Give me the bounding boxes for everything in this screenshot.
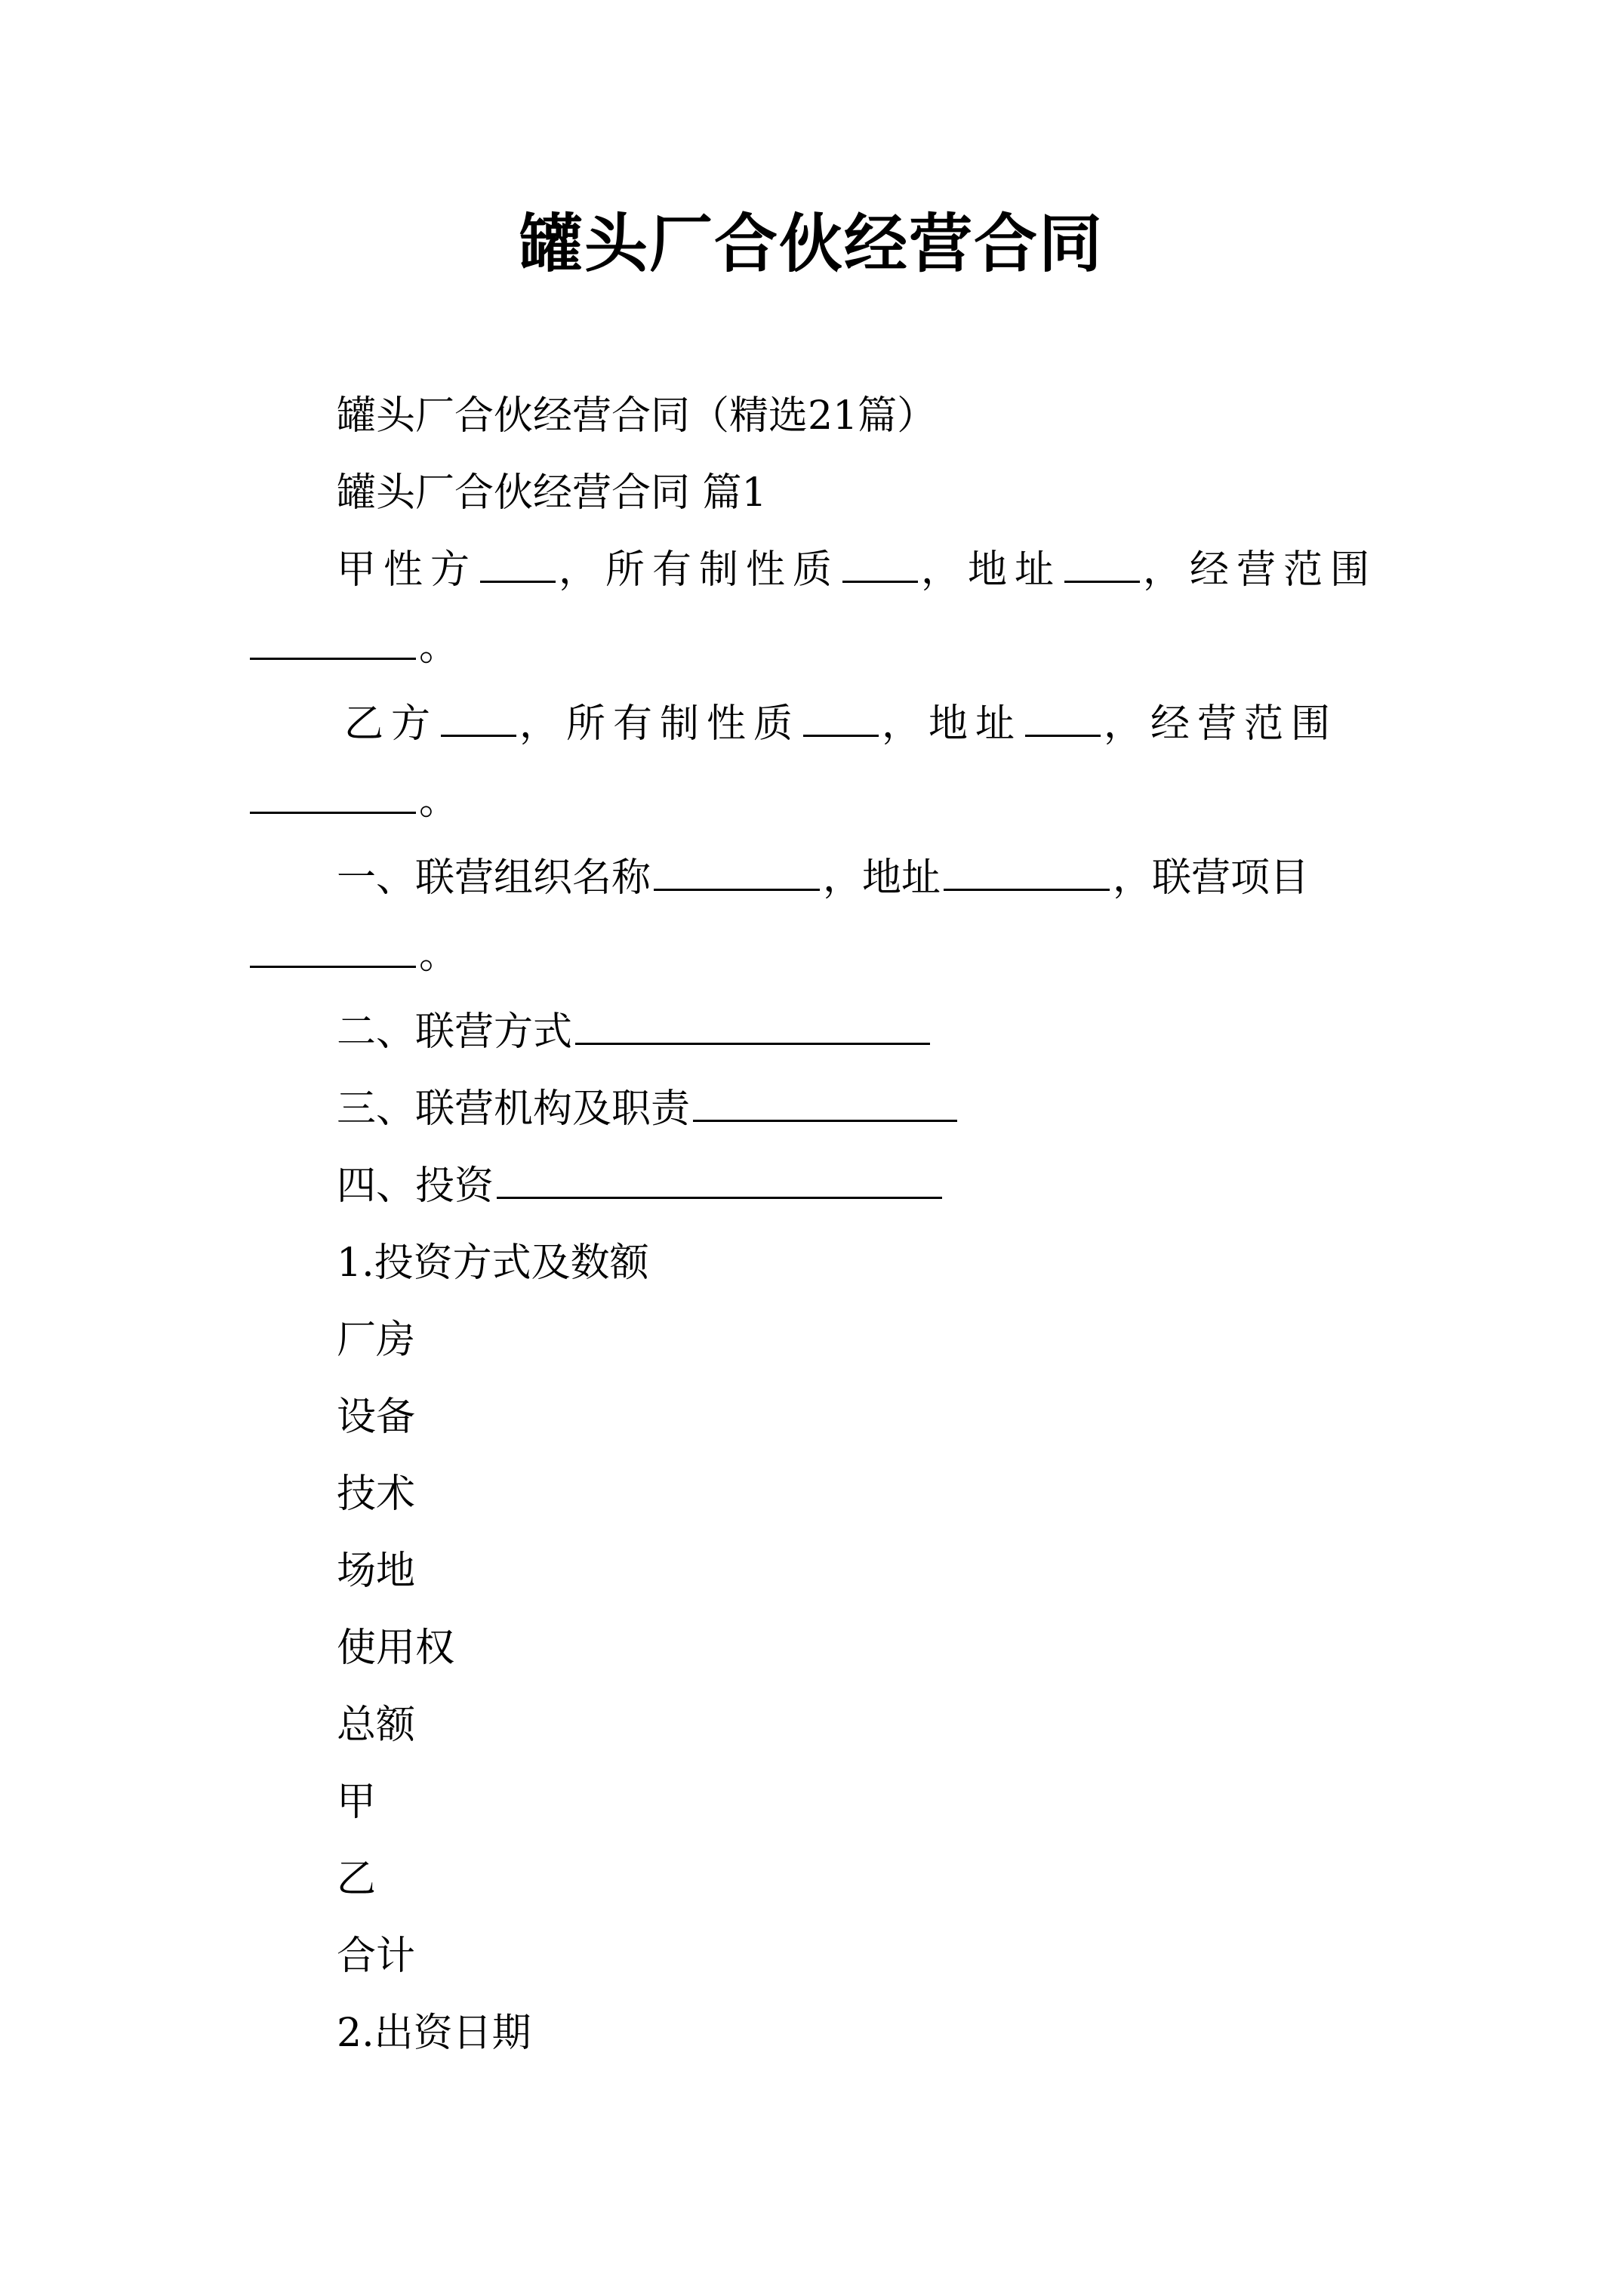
list-item: 使用权 [337,1626,455,1671]
clause-1-line [337,851,1309,905]
clause-1-name-blank [654,858,820,891]
party-b-scope-blank [250,781,416,814]
clause-4-line [337,1159,945,1213]
list-item: 乙 [337,1857,377,1902]
list-item: 厂房 [337,1318,416,1363]
list-item: 合计 [337,1934,416,1979]
item-2: 2.出资日期 [337,2011,531,2056]
clause-1-address-label: ，地址 [823,855,941,901]
party-a-name-blank [480,550,556,583]
party-a-label: 甲性方 [337,547,478,593]
party-a-scope-line [247,620,458,674]
list-item: 甲 [337,1780,377,1825]
party-a-scope-label: ，经营范围 [1143,547,1378,593]
list-item: 总额 [337,1703,416,1748]
party-b-scope-label: ，经营范围 [1104,701,1338,747]
party-b-nature-label: ，所有制性质 [519,701,801,747]
clause-4-blank [497,1166,942,1199]
clause-3-line [337,1082,960,1136]
party-b-nature-blank [803,704,879,737]
party-a-address-blank [1064,550,1140,583]
document-title: 罐头厂合伙经营合同 [519,206,1104,281]
party-a-line [337,543,1377,597]
section-heading: 罐头厂合伙经营合同 篇1 [337,470,767,516]
clause-1-label: 一、联营组织名称 [337,855,651,901]
clause-2-label: 二、联营方式 [337,1009,573,1055]
party-a-end: 。 [419,624,459,670]
party-b-line [344,697,1338,751]
clause-1-end: 。 [419,932,459,978]
party-b-address-label: ，地址 [882,701,1023,747]
document-subtitle: 罐头厂合伙经营合同（精选21篇） [337,393,937,439]
list-item: 技术 [337,1472,416,1517]
list-item: 场地 [337,1549,416,1594]
list-item: 设备 [337,1395,416,1440]
clause-2-blank [575,1012,930,1045]
party-a-nature-label: ，所有制性质 [559,547,840,593]
party-a-scope-blank [250,627,416,660]
item-1: 1.投资方式及数额 [337,1240,649,1286]
party-b-label: 乙方 [344,701,439,747]
clause-3-blank [693,1089,957,1122]
party-a-address-label: ，地址 [921,547,1062,593]
clause-1-project-line [247,928,458,982]
party-b-name-blank [441,704,516,737]
party-a-nature-blank [842,550,918,583]
clause-1-address-blank [944,858,1110,891]
clause-1-project-label: ，联营项目 [1113,855,1310,901]
clause-4-label: 四、投资 [337,1163,494,1209]
party-b-scope-line [247,774,458,828]
clause-3-label: 三、联营机构及职责 [337,1086,691,1132]
party-b-end: 。 [419,778,459,824]
clause-2-line [337,1005,933,1059]
clause-1-project-blank [250,935,416,968]
party-b-address-blank [1025,704,1101,737]
